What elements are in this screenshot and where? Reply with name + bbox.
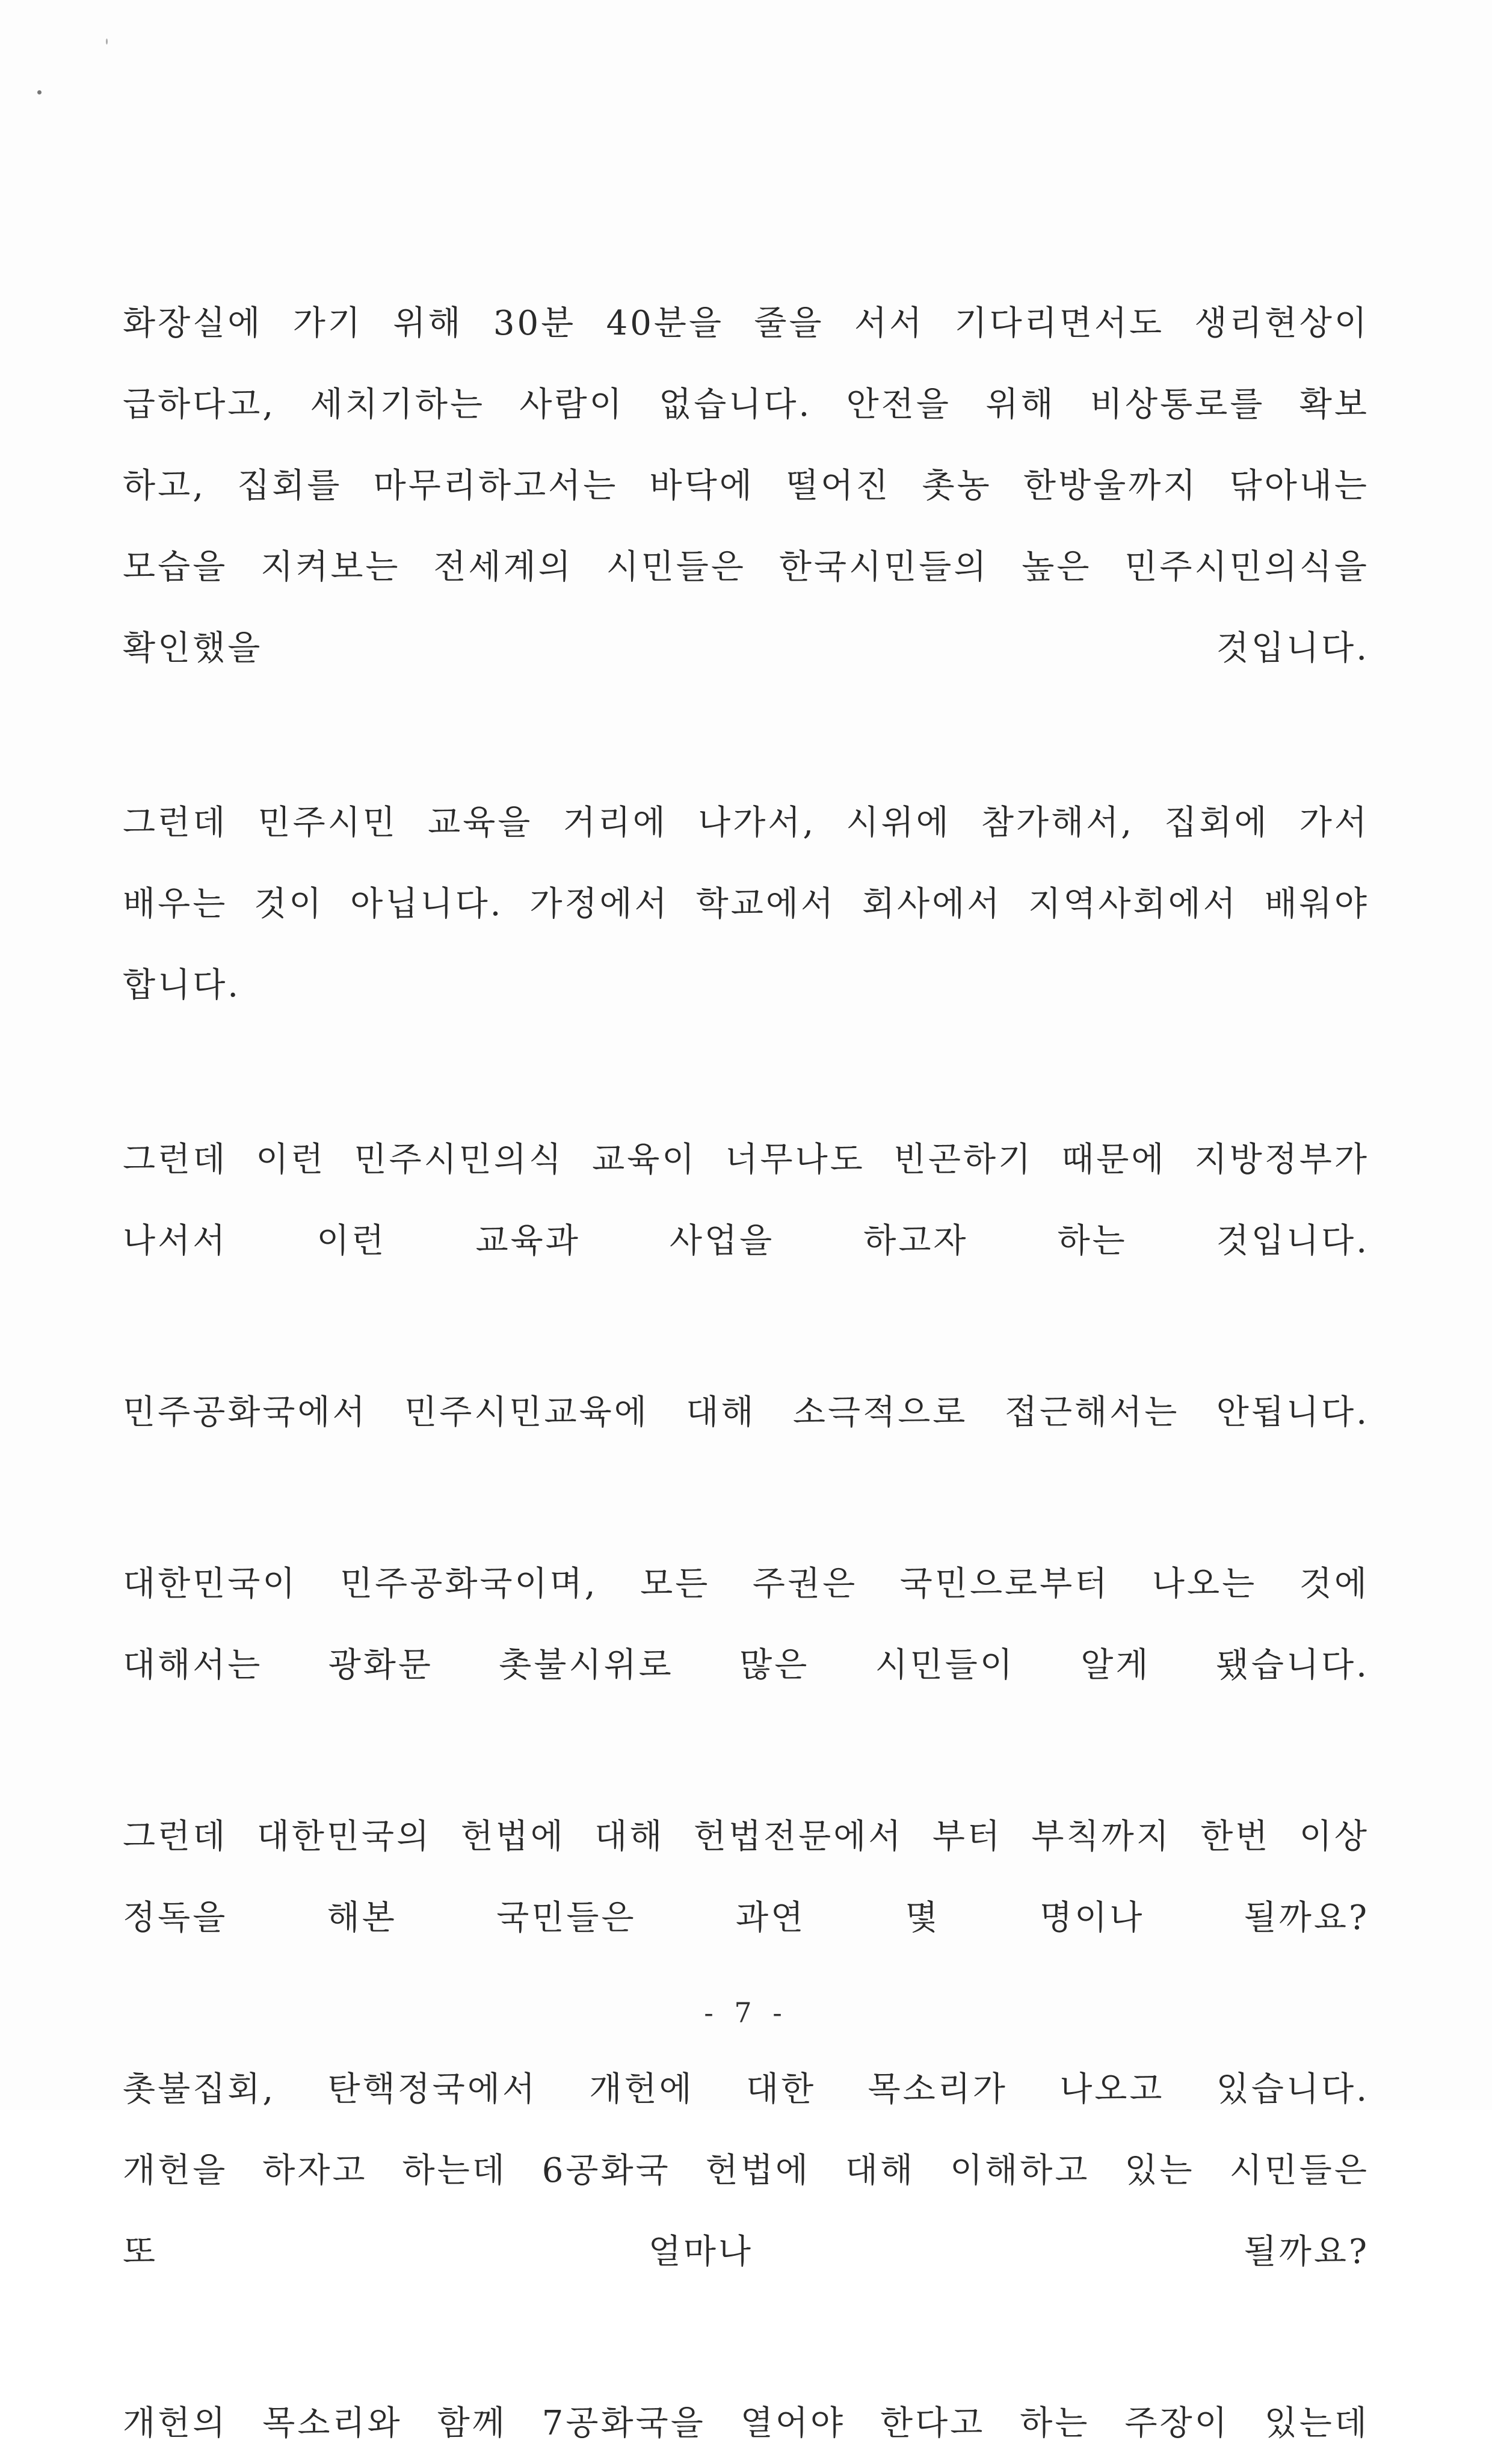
line-text: 대해서는 광화문 촛불시위로 많은 시민들이 알게 됐습니다.	[123, 1646, 1369, 1685]
text-line	[123, 863, 1369, 945]
paragraph	[123, 782, 1369, 1026]
body-text	[123, 283, 1369, 2464]
line-text: 대한민국이 민주공화국이며, 모든 주권은 국민으로부터 나오는 것에	[123, 1564, 1369, 1604]
line-text: 정독을 해본 국민들은 과연 몇 명이나 될까요?	[123, 1898, 1369, 1938]
text-line	[123, 1877, 1369, 1959]
line-text: 민주공화국에서 민주시민교육에 대해 소극적으로 접근해서는 안됩니다.	[123, 1393, 1369, 1432]
text-line	[123, 782, 1369, 863]
line-text: 또 얼마나 될까요?	[123, 2232, 1369, 2271]
scan-speck	[37, 90, 42, 94]
line-text: 합니다.	[123, 966, 241, 1005]
text-line	[123, 526, 1369, 608]
text-line	[123, 2130, 1369, 2211]
text-line	[123, 1625, 1369, 1706]
paragraph	[123, 1119, 1369, 1282]
line-text: 개헌의 목소리와 함께 7공화국을 열어야 한다고 하는 주장이 있는데	[123, 2404, 1369, 2443]
text-line	[123, 2049, 1369, 2130]
text-line	[123, 364, 1369, 445]
text-line	[123, 1119, 1369, 1200]
paragraph	[123, 283, 1369, 689]
text-line	[123, 945, 1369, 1026]
text-line	[123, 1796, 1369, 1877]
text-line	[123, 2383, 1369, 2464]
paragraph	[123, 2383, 1369, 2464]
text-line	[123, 2211, 1369, 2293]
page-number: - 7 -	[704, 1996, 788, 2029]
line-text: 그런데 이런 민주시민의식 교육이 너무나도 빈곤하기 때문에 지방정부가	[123, 1140, 1369, 1179]
text-line	[123, 1543, 1369, 1625]
line-text: 나서서 이런 교육과 사업을 하고자 하는 것입니다.	[123, 1221, 1369, 1261]
text-line	[123, 1372, 1369, 1453]
line-text: 개헌을 하자고 하는데 6공화국 헌법에 대해 이해하고 있는 시민들은	[123, 2151, 1369, 2190]
line-text: 급하다고, 세치기하는 사람이 없습니다. 안전을 위해 비상통로를 확보	[123, 385, 1369, 424]
paragraph	[123, 1543, 1369, 1706]
line-text: 촛불집회, 탄핵정국에서 개헌에 대한 목소리가 나오고 있습니다.	[123, 2070, 1369, 2109]
paragraph	[123, 2049, 1369, 2293]
line-text: 배우는 것이 아닙니다. 가정에서 학교에서 회사에서 지역사회에서 배워야	[123, 885, 1369, 924]
text-line	[123, 445, 1369, 526]
line-text: 모습을 지켜보는 전세계의 시민들은 한국시민들의 높은 민주시민의식을	[123, 548, 1369, 587]
paragraph	[123, 1372, 1369, 1453]
paragraph	[123, 1796, 1369, 1959]
text-line	[123, 608, 1369, 689]
line-text: 그런데 대한민국의 헌법에 대해 헌법전문에서 부터 부칙까지 한번 이상	[123, 1817, 1369, 1856]
line-text: 화장실에 가기 위해 30분 40분을 줄을 서서 기다리면서도 생리현상이	[123, 304, 1369, 343]
text-line	[123, 283, 1369, 364]
line-text: 그런데 민주시민 교육을 거리에 나가서, 시위에 참가해서, 집회에 가서	[123, 803, 1369, 842]
line-text: 확인했을 것입니다.	[123, 629, 1369, 668]
scan-speck	[106, 39, 108, 45]
line-text: 하고, 집회를 마무리하고서는 바닥에 떨어진 촛농 한방울까지 닦아내는	[123, 466, 1369, 505]
text-line	[123, 1200, 1369, 1282]
